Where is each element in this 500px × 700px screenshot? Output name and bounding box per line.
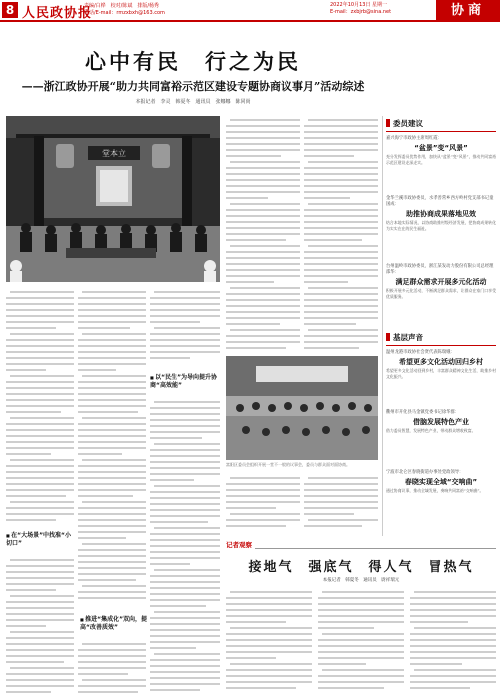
sidebar-item-title: 借脑发展特色产业 [413, 418, 469, 426]
sidebar-item-kicker: 金华兰溪市政协委员、水孝善常乡西方岭村党支部书记童国成： [386, 196, 494, 207]
bottom-section-label: 记者观察 [226, 540, 255, 549]
sidebar-item-title: “盆景”变“风景” [414, 144, 468, 152]
sidebar-item-title: 春晓实现全域“交响曲” [404, 478, 478, 486]
column-text-lines [150, 398, 220, 696]
sidebar-item-title: 助推协商成果落地见效 [406, 210, 476, 218]
section-subhead-1: ■ 在“大场景”中找准“小切口” [6, 532, 76, 548]
page-number: 8 [2, 2, 18, 18]
ancestral-hall-photo [6, 116, 220, 282]
main-photo [6, 116, 220, 282]
contact-line: 电话/E-mail：rmzxbxh@163.com [84, 10, 165, 16]
photo-caption: 富阳区委员会组织开展一堂不一般的议事会，委员与群众面对面协商。 [226, 462, 350, 467]
sidebar-item-body: 借力委员智慧，发展特色产业，带动群众增收致富。 [386, 428, 476, 433]
sidebar-section-title: 委员建议 [386, 118, 423, 130]
article-column-6 [226, 474, 300, 534]
column-text-lines [78, 288, 146, 608]
sidebar-item-body: 充分发挥委员优势作用，加快从“盆景”变“风景”，推动共同富裕示范区建设走深走实。 [386, 154, 496, 165]
column-text-lines [226, 588, 312, 696]
sidebar-item-kicker: 台州温岭市政协委员、浙江某发动力股份有限公司总经理邵华： [386, 264, 494, 275]
column-text-lines [410, 588, 496, 696]
bottom-headline: 接地气 强底气 得人气 冒热气 [248, 560, 474, 575]
sidebar-rule [386, 345, 496, 346]
bottom-column-2 [318, 588, 404, 696]
column-text-lines [304, 474, 378, 534]
sidebar-item-kicker: 衢州市开化县马金镇党委书记徐华群： [386, 410, 460, 415]
sidebar-item-body: 积极开展多元化活动，不断满足群众需求，让群众在家门口享受优质服务。 [386, 288, 496, 299]
sidebar-divider [382, 116, 383, 536]
sidebar-rule [386, 131, 496, 132]
date-info [330, 2, 391, 16]
sidebar-item-kicker: 嘉兴海宁市政协主席周红霞： [386, 136, 442, 141]
column-text-lines [226, 474, 300, 534]
sidebar-item-body: 通过协商议事，推动全域发展，奏响共同富裕“交响曲”。 [386, 488, 484, 493]
article-column-2 [78, 288, 146, 608]
lantern-left-icon [56, 144, 74, 168]
article-column-4 [226, 116, 300, 352]
sidebar-item-body: 希望更多文化活动回到乡村，丰富群众精神文化生活，助推乡村文化振兴。 [386, 368, 496, 379]
sidebar-item [386, 264, 496, 322]
masthead [0, 0, 500, 22]
sidebar-item [386, 410, 496, 462]
sidebar-item [386, 470, 496, 522]
sidebar-item-kicker: 宁波市北仑区春晓街道办事处党政领导： [386, 470, 464, 475]
article-column-5 [304, 116, 378, 352]
column-text-lines [226, 116, 300, 352]
article-subhead: ——浙江政协开展“助力共同富裕示范区建设专题协商议事月”活动综述 [21, 80, 365, 93]
editor-line: 责编/白桦 校对/陈斌 排版/杨秀 [84, 3, 160, 9]
article-column-3b [150, 398, 220, 696]
article-column-7 [304, 474, 378, 534]
bottom-section-rule [226, 548, 496, 549]
section-tab: 协商 [436, 0, 500, 22]
sidebar-section-title: 基层声音 [386, 332, 423, 344]
outdoor-meeting-photo [226, 356, 378, 460]
article-column-1 [6, 288, 74, 526]
section-subhead-2: ■ 推进“集成化”双向，提高“改善质效” [80, 616, 150, 632]
column-text-lines [150, 288, 220, 370]
meeting-photo [226, 356, 378, 460]
bottom-column-3 [410, 588, 496, 696]
article-column-3a [150, 288, 220, 370]
article-column-2b [78, 640, 146, 696]
sidebar-item [386, 350, 496, 402]
article-headline: 心中有民 行之为民 [85, 49, 301, 74]
section-subhead-3: ■ 以“民生”为导向提升协商“高效能” [150, 374, 220, 390]
issue-date: 2022年10月13日 星期一 [330, 2, 388, 8]
article-byline: 本报记者 李灵 韩夏冬 通讯员 张娜娜 陈同尚 [135, 99, 251, 105]
sidebar-item-kicker: 温州龙港市政协社会贤代表陈瑞娥： [386, 350, 455, 355]
sidebar-item-body: 结合本地实际情况，以协商助推村级经济发展，把协商成果转化为实实在在的民生福祉。 [386, 220, 496, 231]
column-text-lines [78, 640, 146, 696]
lantern-right-icon [152, 144, 170, 168]
column-text-lines [304, 116, 378, 352]
column-text-lines [6, 288, 74, 526]
hall-plaque-text: 堂本立 [102, 149, 126, 158]
sidebar-item-title: 满足群众需求开展多元化活动 [395, 278, 487, 286]
bottom-byline: 本报记者 韩夏冬 通讯员 尉祥瑞元 [322, 578, 400, 583]
sidebar-item [386, 196, 496, 254]
newspaper-logo: 人民政协报 [22, 6, 93, 21]
column-text-lines [318, 588, 404, 696]
sidebar-item [386, 136, 496, 188]
editor-info [84, 3, 165, 17]
sidebar-item-title: 希望更多文化活动回归乡村 [399, 358, 483, 366]
bottom-column-1 [226, 588, 312, 696]
issue-email: E-mail：zxbjrb@sina.net [330, 9, 392, 15]
column-text-lines [6, 556, 74, 696]
article-column-1b [6, 556, 74, 696]
